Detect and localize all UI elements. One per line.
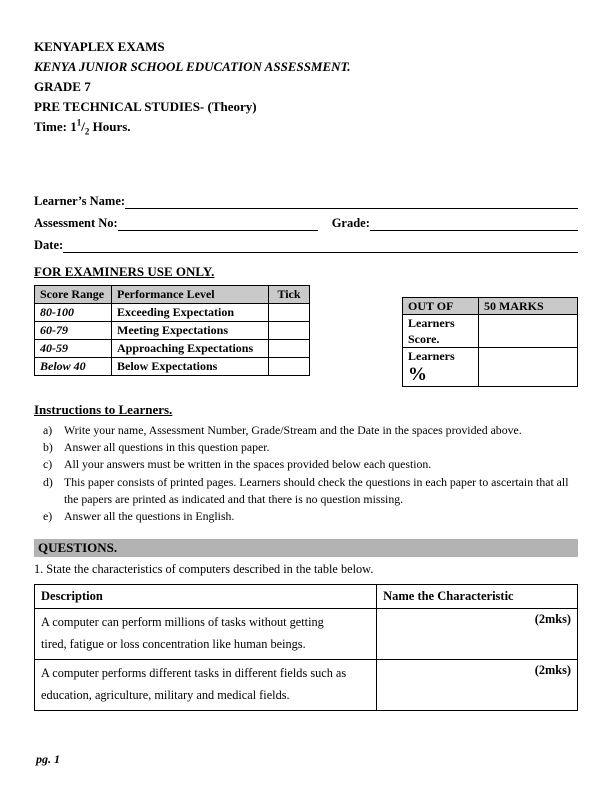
table-header-row xyxy=(35,286,310,304)
tick-cell xyxy=(269,340,310,358)
table-row xyxy=(35,358,310,376)
table-row xyxy=(35,660,578,711)
time-fraction-slash: / xyxy=(81,119,85,134)
instructions-section xyxy=(34,402,578,525)
grade-label: Grade: xyxy=(331,216,370,230)
time-allowed xyxy=(34,117,578,137)
learners-score-label-line1: Learners xyxy=(408,316,455,330)
exam-board-title: KENYAPLEX EXAMS xyxy=(34,39,165,54)
tick-header: Tick xyxy=(269,286,310,304)
description-header: Description xyxy=(35,585,377,609)
time-fraction-denominator: 2 xyxy=(84,126,90,137)
item-marker: c) xyxy=(43,457,53,472)
table-row xyxy=(35,609,578,660)
item-marker: d) xyxy=(43,474,53,489)
item-text: Answer all the questions in English. xyxy=(64,509,235,524)
item-marker: b) xyxy=(43,440,53,455)
time-fraction-numerator: 1 xyxy=(76,117,82,128)
list-item xyxy=(43,474,578,508)
item-text: This paper consists of printed pages. Learners should check the questions in each paper to ascertain that all the papers are printed as indicated and that there is no question missing. xyxy=(64,474,569,506)
learners-score-value-cell xyxy=(479,315,578,348)
item-marker: e) xyxy=(43,509,53,524)
learner-name-label: Learner’s Name: xyxy=(34,194,126,208)
learners-percent-label: Learners xyxy=(408,349,455,363)
marks-summary-table xyxy=(402,297,578,387)
list-item xyxy=(43,456,578,473)
marks-cell: (2mks) xyxy=(377,660,578,711)
table-header-row xyxy=(35,585,578,609)
table-row xyxy=(35,322,310,340)
percent-symbol: % xyxy=(408,364,427,385)
page-number: pg. 1 xyxy=(36,752,60,766)
tick-cell xyxy=(269,358,310,376)
grade-blank-line xyxy=(370,216,578,231)
question-1-text: 1. State the characteristics of computers described in the table below. xyxy=(34,562,374,577)
learner-name-row xyxy=(34,193,578,209)
item-text: Answer all questions in this question paper. xyxy=(64,440,270,455)
description-cell: A computer performs different tasks in different fields such as education, agriculture, military and medical fields. xyxy=(35,660,377,711)
question-1-table xyxy=(34,584,578,711)
examiner-tables-row xyxy=(34,285,578,387)
characteristic-header: Name the Characteristic xyxy=(377,585,578,609)
item-text: All your answers must be written in the spaces provided below each question. xyxy=(64,457,432,472)
score-range-header: Score Range xyxy=(35,286,112,304)
learner-details-fields xyxy=(34,193,578,253)
assessment-no-label: Assessment No: xyxy=(34,216,118,230)
score-range-cell: 60-79 xyxy=(35,322,112,340)
list-item xyxy=(43,422,578,439)
time-suffix: Hours. xyxy=(89,119,131,134)
assessment-title: KENYA JUNIOR SCHOOL EDUCATION ASSESSMENT. xyxy=(34,59,351,74)
description-cell: A computer can perform millions of tasks without getting tired, fatigue or loss concentration like human beings. xyxy=(35,609,377,660)
tick-cell xyxy=(269,304,310,322)
learners-percent-value-cell xyxy=(479,348,578,387)
out-of-header: OUT OF xyxy=(403,298,479,315)
learners-score-label-line2: Score. xyxy=(408,332,440,346)
item-marker: a) xyxy=(43,423,53,437)
performance-level-cell: Below Expectations xyxy=(112,358,269,376)
instructions-heading: Instructions to Learners. xyxy=(34,402,173,417)
table-row xyxy=(35,304,310,322)
table-header-row xyxy=(403,298,578,315)
assessment-no-blank-line xyxy=(118,216,318,231)
examiners-use-only-heading: FOR EXAMINERS USE ONLY. xyxy=(34,264,215,279)
grade-title: GRADE 7 xyxy=(34,79,91,94)
table-row xyxy=(403,348,578,387)
instructions-list xyxy=(34,422,578,525)
list-item xyxy=(43,439,578,456)
learners-percent-label-cell xyxy=(403,348,479,387)
performance-level-cell: Approaching Expectations xyxy=(112,340,269,358)
learner-name-blank-line xyxy=(125,194,578,209)
score-range-cell: Below 40 xyxy=(35,358,112,376)
learners-score-label-cell xyxy=(403,315,479,348)
score-range-cell: 40-59 xyxy=(35,340,112,358)
title-block xyxy=(34,37,578,137)
date-label: Date: xyxy=(34,238,64,252)
performance-level-cell: Exceeding Expectation xyxy=(112,304,269,322)
performance-level-table xyxy=(34,285,310,376)
total-marks-header: 50 MARKS xyxy=(479,298,578,315)
subject-title: PRE TECHNICAL STUDIES- (Theory) xyxy=(34,99,257,114)
list-item xyxy=(43,508,578,525)
marks-cell: (2mks) xyxy=(377,609,578,660)
date-row xyxy=(34,237,578,253)
table-row xyxy=(403,315,578,348)
performance-level-cell: Meeting Expectations xyxy=(112,322,269,340)
tick-cell xyxy=(269,322,310,340)
score-range-cell: 80-100 xyxy=(35,304,112,322)
time-prefix: Time: 1 xyxy=(34,119,77,134)
questions-banner: QUESTIONS. xyxy=(34,539,578,557)
item-text: Write your name, Assessment Number, Grade/Stream and the Date in the spaces provided above. xyxy=(64,423,522,437)
assessment-grade-row xyxy=(34,215,578,231)
table-row xyxy=(35,340,310,358)
performance-level-header: Performance Level xyxy=(112,286,269,304)
date-blank-line xyxy=(63,238,578,253)
